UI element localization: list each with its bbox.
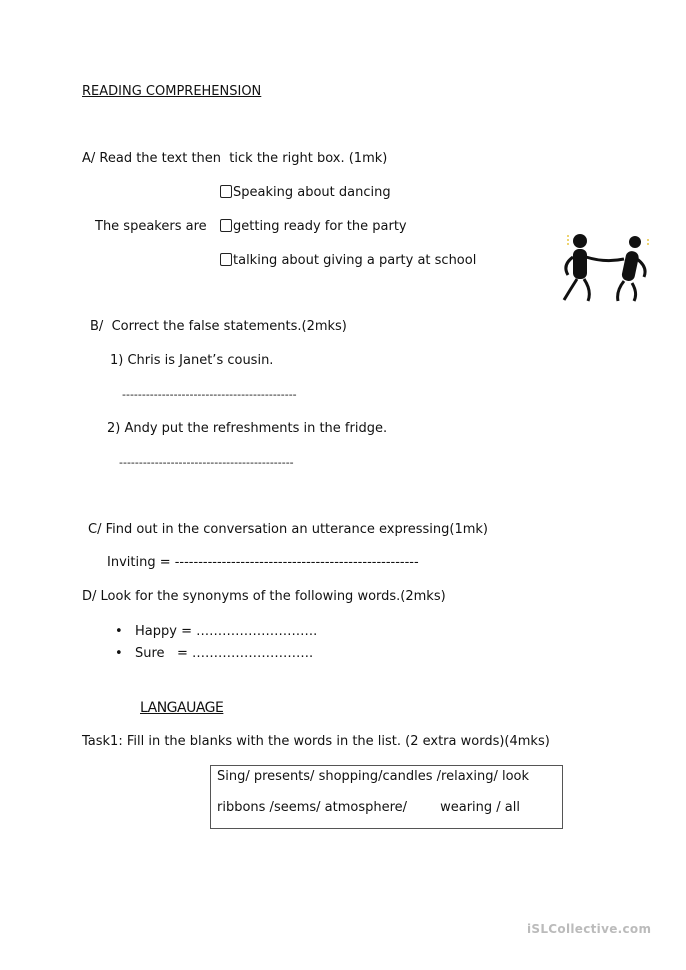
checkbox-icon[interactable] bbox=[220, 253, 232, 266]
checkbox-icon[interactable] bbox=[220, 219, 232, 232]
option-1[interactable]: Speaking about dancing bbox=[220, 185, 391, 201]
synonym-happy[interactable]: Happy = ………………………. bbox=[135, 624, 318, 639]
option-3[interactable]: talking about giving a party at school bbox=[220, 253, 476, 269]
bullet-icon: • bbox=[115, 646, 123, 661]
synonym-sure[interactable]: Sure = ………………………. bbox=[135, 646, 314, 661]
answer-blank-2[interactable]: -------------------------------------------- bbox=[119, 456, 294, 469]
word-list-line-2: ribbons /seems/ atmosphere/ wearing / all bbox=[217, 800, 520, 815]
dancing-figures-icon bbox=[560, 225, 655, 305]
section-d-instruction: D/ Look for the synonyms of the following words.(2mks) bbox=[82, 589, 446, 604]
word-list-line-1: Sing/ presents/ shopping/candles /relaxing/ look bbox=[217, 769, 530, 784]
language-heading: LANGAUAGE bbox=[140, 700, 224, 716]
bullet-icon: • bbox=[115, 624, 123, 639]
question-stem: The speakers are bbox=[95, 219, 207, 234]
checkbox-icon[interactable] bbox=[220, 185, 232, 198]
page-title: READING COMPREHENSION bbox=[82, 84, 262, 99]
watermark: iSLCollective.com bbox=[527, 922, 652, 936]
section-c-instruction: C/ Find out in the conversation an utterance expressing(1mk) bbox=[88, 522, 489, 537]
option-2[interactable]: getting ready for the party bbox=[220, 219, 407, 235]
statement-1: 1) Chris is Janet’s cousin. bbox=[110, 353, 274, 368]
task1-instruction: Task1: Fill in the blanks with the words in the list. (2 extra words)(4mks) bbox=[82, 734, 550, 749]
section-a-instruction: A/ Read the text then tick the right box. (1mk) bbox=[82, 151, 388, 166]
answer-blank-1[interactable]: -------------------------------------------- bbox=[122, 388, 297, 401]
section-b-instruction: B/ Correct the false statements.(2mks) bbox=[90, 319, 347, 334]
word-list-box bbox=[210, 765, 563, 829]
statement-2: 2) Andy put the refreshments in the fridge. bbox=[107, 421, 388, 436]
inviting-item[interactable]: Inviting = ---------------------------------------------------- bbox=[107, 555, 419, 570]
